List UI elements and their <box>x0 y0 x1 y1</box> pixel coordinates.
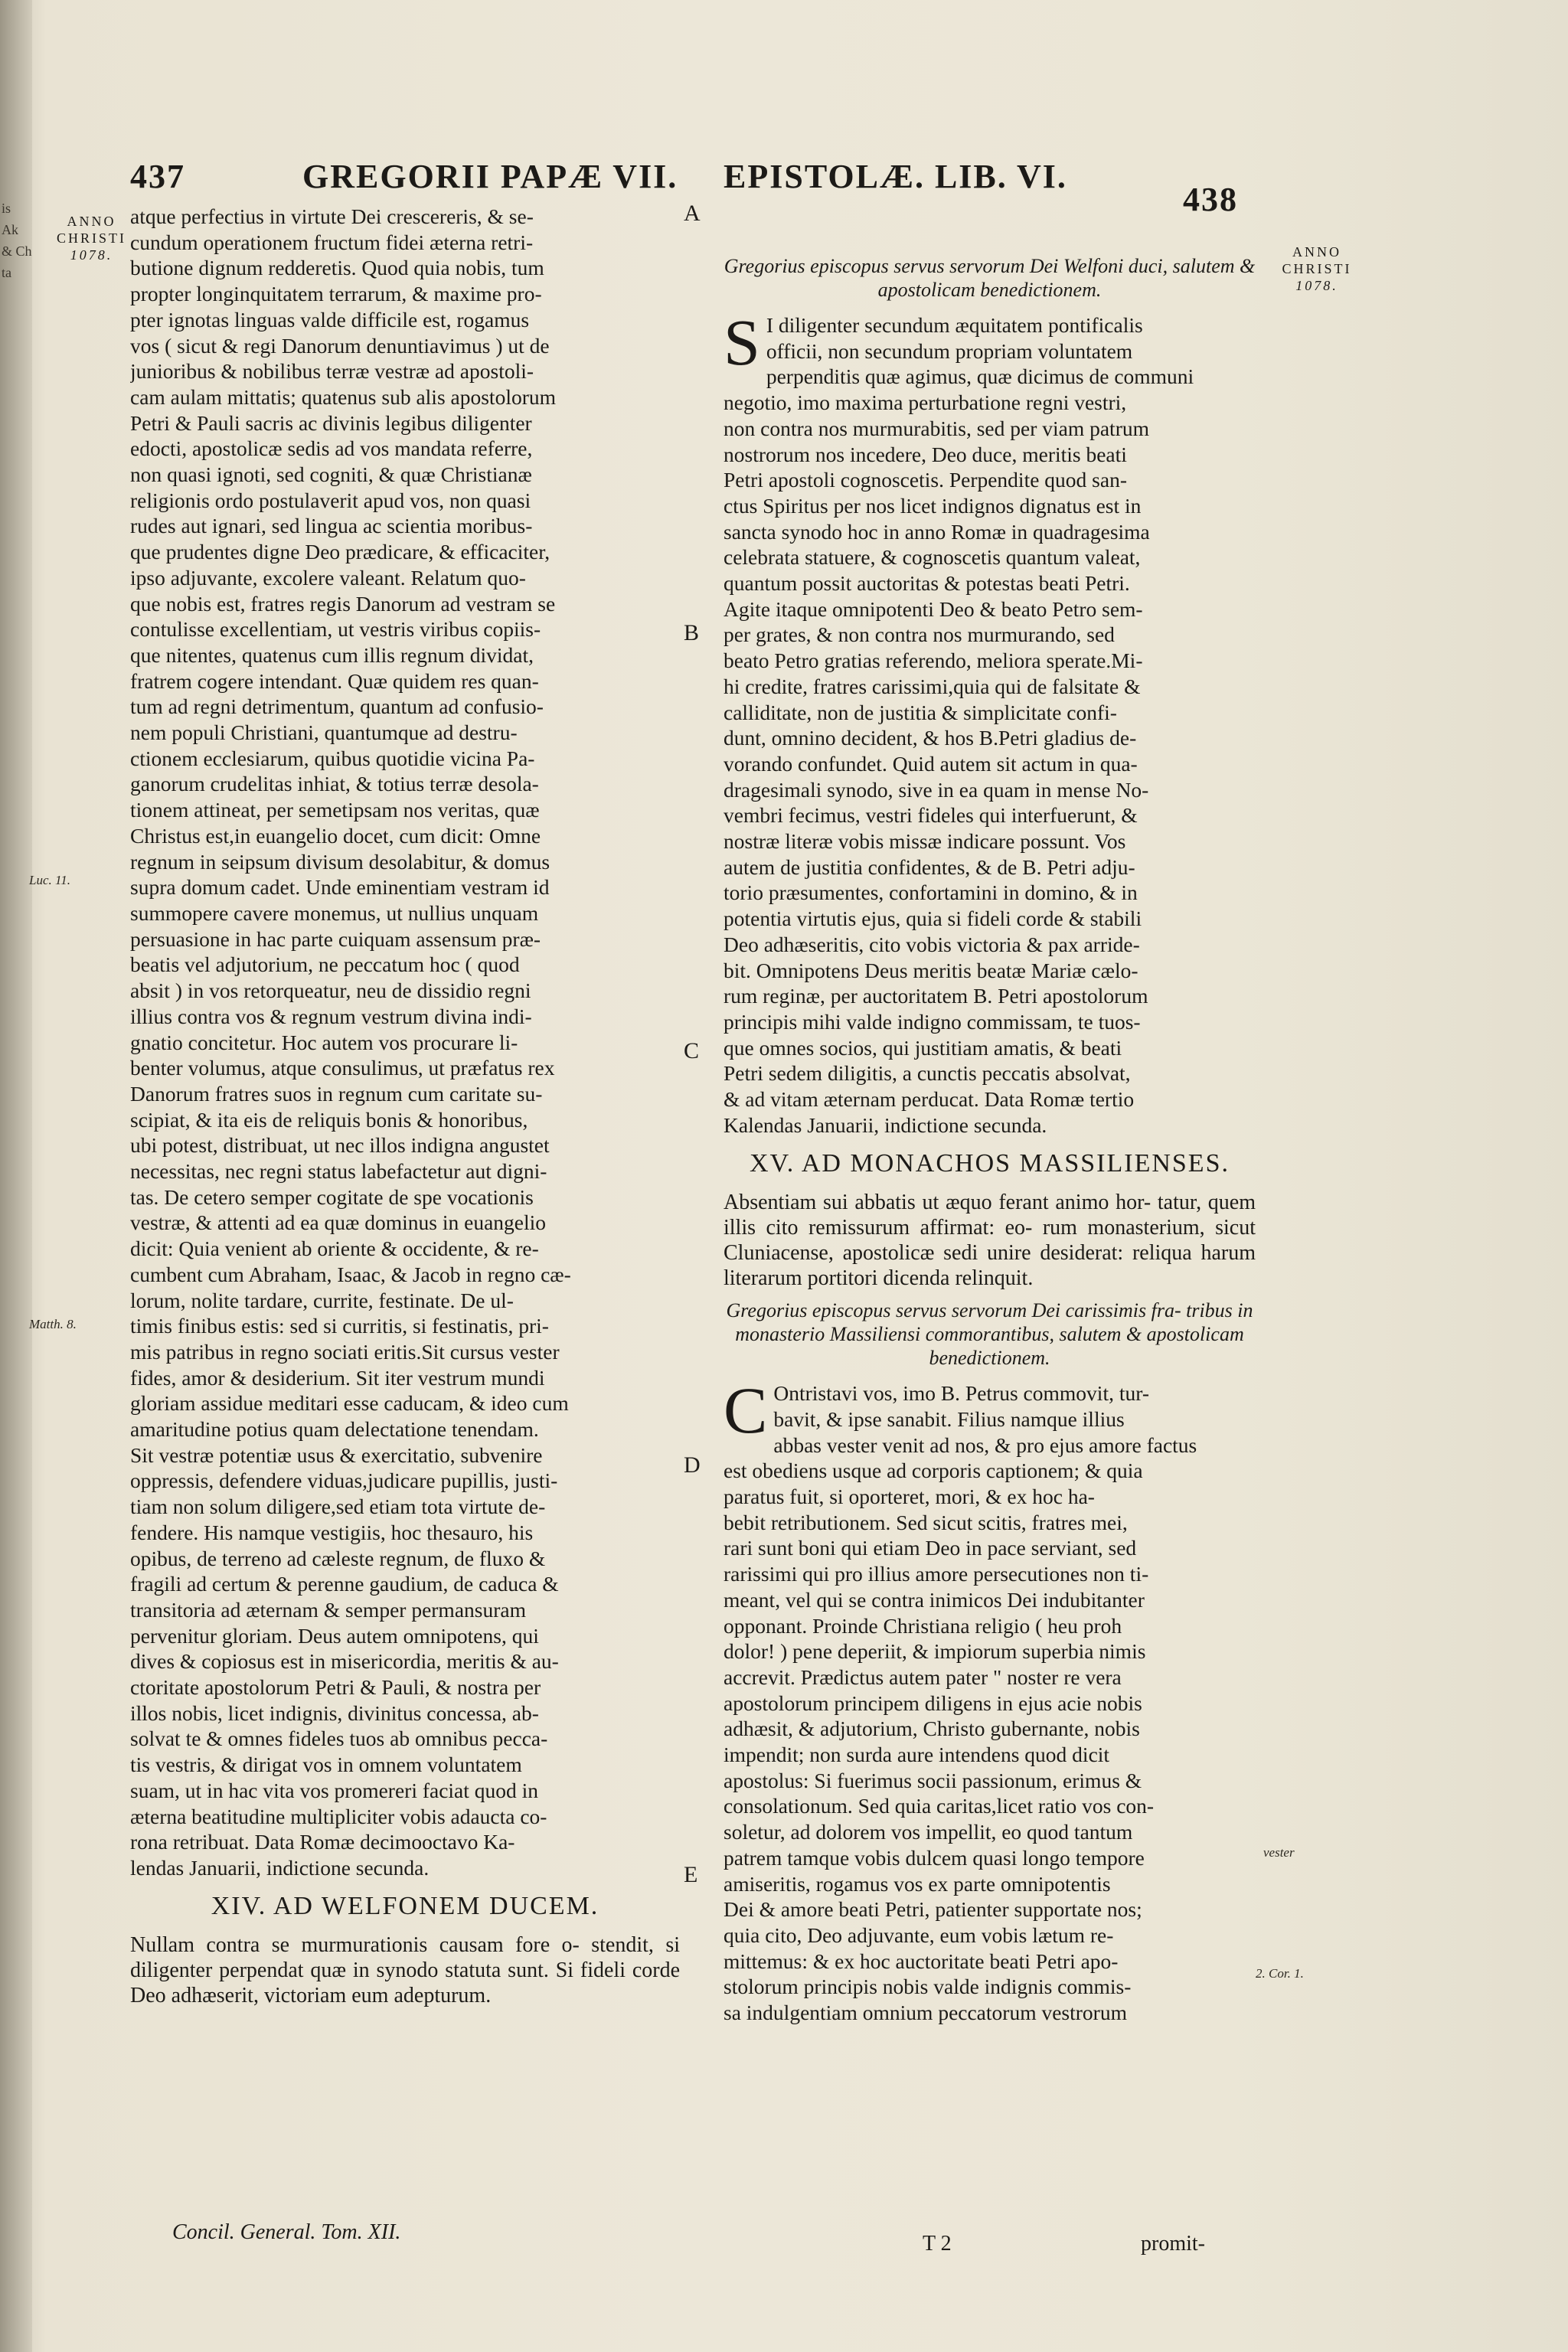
christi-label: CHRISTI <box>56 230 126 246</box>
letter-address-massilia: Gregorius episcopus servus servorum Dei carissimis fra- tribus in monasterio Massiliensi commorantibus, salutem & apostolicam benedictionem. <box>726 1299 1253 1370</box>
text-line: illius contra vos & regnum vestrum divina indi- <box>130 1004 532 1028</box>
text-line: Dei & amore beati Petri, patienter supportate nos; <box>724 1897 1142 1922</box>
letter-title-xv: XV. AD MONACHOS MASSILIENSES. <box>750 1148 1230 1178</box>
text-line: mis patribus in regno sociati eritis.Sit cursus vester <box>130 1339 560 1364</box>
drop-cap: C <box>724 1374 768 1448</box>
text-line: abbas vester venit ad nos, & pro ejus amore factus <box>773 1432 1197 1457</box>
section-letter-c: C <box>684 1038 700 1063</box>
text-line: apostolorum principem diligens in ejus acie nobis <box>724 1690 1142 1715</box>
text-line: oppressis, defendere viduas,judicare pupillis, justi- <box>130 1468 558 1493</box>
catchword: promit- <box>1141 2232 1205 2256</box>
text-line: ipso adjuvante, excolere valeant. Relatum quo- <box>130 565 526 590</box>
text-line: non contra nos murmurabitis, sed per viam patrum <box>724 416 1149 440</box>
text-line: officii, non secundum propriam voluntatem <box>766 338 1133 363</box>
text-line: tum ad regni detrimentum, quantum ad confusio- <box>130 694 544 719</box>
text-line: perpenditis quæ agimus, quæ dicimus de communi <box>766 364 1194 389</box>
text-line: propter longinquitatem terrarum, & maxime pro- <box>130 282 542 306</box>
text-line: & ad vitam æternam perducat. Data Romæ tertio <box>724 1087 1135 1112</box>
footer-concil: Concil. General. Tom. XII. <box>172 2220 401 2244</box>
text-line: que nitentes, quatenus cum illis regnum dividat, <box>130 642 534 667</box>
letter-summary-xiv: Nullam contra se murmurationis causam fore o- stendit, si diligenter perpendat quæ in synodo statuta sunt. Si fideli corde Deo adhæserit, victoriam eum adepturum. <box>130 1933 680 2008</box>
text-line: pter ignotas linguas valde difficile est, rogamus <box>130 307 530 332</box>
text-line: calliditate, non de justitia & simplicitate confi- <box>724 700 1117 724</box>
text-line: non quasi ignoti, sed cogniti, & quæ Christianæ <box>130 462 532 487</box>
letter-body-welfo <box>724 305 1256 1138</box>
year-label: 1078. <box>1295 278 1338 293</box>
text-line: torio præsumentes, confortamini in domino, & in <box>724 880 1138 905</box>
text-line: bit. Omnipotens Deus meritis beatæ Mariæ cælo- <box>724 958 1138 982</box>
text-line: autem de justitia confidentes, & de B. Petri adju- <box>724 854 1135 879</box>
text-line: rona retribuat. Data Romæ decimooctavo Ka- <box>130 1830 515 1854</box>
text-line: impendit; non surda aure intendens quod dicit <box>724 1743 1110 1767</box>
text-line: nem populi Christiani, quantumque ad destru- <box>130 720 518 745</box>
section-letter-b: B <box>684 620 700 645</box>
text-line: tionem attineat, per semetipsam nos veritas, quæ <box>130 798 540 822</box>
text-line: celebrata statuere, & cognoscetis quantum valeat, <box>724 545 1141 570</box>
text-line: tas. De cetero semper cogitate de spe vocationis <box>130 1184 534 1209</box>
text-line: potentia virtutis ejus, quia si fideli corde & stabili <box>724 906 1142 931</box>
signature-mark: T 2 <box>923 2232 952 2256</box>
text-line: suam, ut in hac vita vos promereri faciat quod in <box>130 1778 539 1802</box>
text-line: persuasione in hac parte cuiquam assensum præ- <box>130 926 541 951</box>
anno-christi-right <box>1259 243 1374 294</box>
christi-label: CHRISTI <box>1282 261 1352 276</box>
text-line: dragesimali synodo, sive in ea quam in mense No- <box>724 777 1149 802</box>
margin-ref-luc: Luc. 11. <box>29 873 70 887</box>
text-line: timis finibus estis: sed si curritis, si festinatis, pri- <box>130 1314 549 1338</box>
text-line: edocti, apostolicæ sedis ad vos mandata referre, <box>130 436 533 461</box>
text-line: gloriam assidue meditari esse caducam, & ideo cum <box>130 1391 569 1416</box>
right-page-number: 438 <box>1183 181 1238 218</box>
text-line: ganorum crudelitas inhiat, & totius terræ desola- <box>130 772 539 796</box>
text-line: fendere. His namque vestigiis, hoc thesauro, his <box>130 1520 534 1544</box>
text-line: meant, vel qui se contra inimicos Dei indubitanter <box>724 1587 1145 1612</box>
text-line: vorando confundet. Quid autem sit actum in qua- <box>724 751 1138 776</box>
section-letter-e: E <box>684 1862 698 1887</box>
gutter-fragment: Ak <box>2 222 18 237</box>
text-line: sa indulgentiam omnium peccatorum vestrorum <box>724 2001 1127 2025</box>
text-line: lendas Januarii, indictione secunda. <box>130 1856 430 1880</box>
text-line: apostolus: Si fuerimus socii passionum, erimus & <box>724 1768 1142 1792</box>
text-line: rudes aut ignari, sed lingua ac scientia moribus- <box>130 514 533 538</box>
text-line: junioribus & nobilibus terræ vestræ ad apostoli- <box>130 359 534 384</box>
text-line: vembri fecimus, vestri fideles qui interfuerunt, & <box>724 803 1138 828</box>
text-line: amiseritis, rogamus vos ex parte omnipotentis <box>724 1871 1111 1896</box>
text-line: dicit: Quia venient ab oriente & occidente, & re- <box>130 1236 539 1261</box>
text-line: absit ) in vos retorqueatur, neu de dissidio regni <box>130 978 531 1003</box>
section-letter-a: A <box>684 201 701 226</box>
left-column <box>130 204 680 2014</box>
gutter-fragment: is <box>2 201 11 216</box>
letter-body-massilia <box>724 1374 1256 2026</box>
text-line: Sit vestræ potentiæ usus & exercitatio, subvenire <box>130 1442 543 1467</box>
text-line: solvat te & omnes fideles tuos ab omnibus pecca- <box>130 1726 548 1751</box>
text-line: est obediens usque ad corporis captionem; & quia <box>724 1459 1143 1483</box>
text-line: consolationum. Sed quia caritas,licet ratio vos con- <box>724 1794 1155 1818</box>
binding-gutter <box>0 0 32 2352</box>
text-line: Deo adhæseritis, cito vobis victoria & pax arride- <box>724 932 1140 956</box>
text-line: accrevit. Prædictus autem pater " noster re vera <box>724 1664 1122 1689</box>
section-letter-d: D <box>684 1452 701 1478</box>
text-line: tis vestris, & dirigat vos in omnem voluntatem <box>130 1753 522 1777</box>
text-line: Danorum fratres suos in regnum cum caritate su- <box>130 1081 543 1106</box>
text-line: principis mihi valde indigno commissam, te tuos- <box>724 1009 1141 1034</box>
right-column <box>724 247 1256 2026</box>
text-line: hi credite, fratres carissimi,quia qui de falsitate & <box>724 674 1141 698</box>
text-line: Kalendas Januarii, indictione secunda. <box>724 1112 1047 1137</box>
text-line: vestræ, & attenti ad ea quæ dominus in euangelio <box>130 1210 547 1235</box>
text-line: lorum, nolite tardare, currite, festinate. De ul- <box>130 1288 514 1312</box>
text-line: tiam non solum diligere,sed etiam tota virtute de- <box>130 1494 546 1519</box>
text-line: mittemus: & ex hoc auctoritate beati Petri apo- <box>724 1949 1119 1973</box>
text-line: que prudentes digne Deo prædicare, & efficaciter, <box>130 540 550 564</box>
text-line: nostræ literæ vobis missæ indicare possunt. Vos <box>724 829 1126 854</box>
text-line: æterna beatitudine multipliciter vobis adaucta co- <box>130 1804 547 1828</box>
text-line: supra domum cadet. Unde eminentiam vestram id <box>130 875 550 900</box>
text-line: que omnes socios, qui justitiam amatis, & beati <box>724 1035 1122 1060</box>
text-line: ctoritate apostolorum Petri & Pauli, & nostra per <box>130 1675 541 1700</box>
text-line: nostrorum nos incedere, Deo duce, meritis beati <box>724 442 1127 466</box>
text-line: cam aulam mittatis; quatenus sub alis apostolorum <box>130 384 557 409</box>
text-line: beatis vel adjutorium, ne peccatum hoc ( quod <box>130 952 520 977</box>
left-page-number: 437 <box>130 158 185 195</box>
text-line: Petri & Pauli sacris ac divinis legibus diligenter <box>130 410 532 435</box>
text-line: I diligenter secundum æquitatem pontificalis <box>766 313 1143 337</box>
letter-title-xiv: XIV. AD WELFONEM DUCEM. <box>211 1891 599 1920</box>
text-line: summopere cavere monemus, ut nullius unquam <box>130 900 539 925</box>
text-line: Christus est,in euangelio docet, cum dicit: Omne <box>130 823 541 848</box>
text-line: Petri sedem diligitis, a cunctis peccatis absolvat, <box>724 1061 1131 1086</box>
text-line: opponant. Proinde Christiana religio ( heu proh <box>724 1613 1122 1638</box>
text-line: dunt, omnino decident, & hos B.Petri gladius de- <box>724 726 1137 750</box>
text-line: rum reginæ, per auctoritatem B. Petri apostolorum <box>724 984 1148 1008</box>
text-line: Ontristavi vos, imo B. Petrus commovit, tur- <box>773 1381 1149 1406</box>
text-line: bebit retributionem. Sed sicut scitis, fratres mei, <box>724 1510 1128 1534</box>
text-line: adhæsit, & adjutorium, Christo gubernante, nobis <box>724 1717 1140 1741</box>
text-line: benter volumus, atque consulimus, ut præfatus rex <box>130 1056 555 1080</box>
left-body-text <box>130 204 680 1881</box>
text-line: cumbent cum Abraham, Isaac, & Jacob in regno cæ- <box>130 1262 571 1286</box>
margin-ref-matth: Matth. 8. <box>29 1317 77 1331</box>
text-line: quantum possit auctoritas & potestas beati Petri. <box>724 571 1130 596</box>
text-line: que nobis est, fratres regis Danorum ad vestram se <box>130 591 556 616</box>
text-line: opibus, de terreno ad cæleste regnum, de fluxo & <box>130 1546 546 1570</box>
text-line: religionis ordo postulaverit apud vos, non quasi <box>130 488 531 512</box>
text-line: transitoria ad æternam & semper permansuram <box>130 1597 526 1622</box>
text-line: patrem tamque vobis dulcem quasi longo tempore <box>724 1845 1145 1870</box>
letter-address-welfo: Gregorius episcopus servus servorum Dei Welfoni duci, salutem & apostolicam benedictionem. <box>724 255 1256 301</box>
text-line: sancta synodo hoc in anno Romæ in quadragesima <box>724 519 1150 544</box>
text-line: fragili ad certum & perenne gaudium, de caduca & <box>130 1572 559 1596</box>
text-line: dives & copiosus est in misericordia, meritis & au- <box>130 1649 559 1674</box>
text-line: ubi potest, distribuat, ut nec illos indigna angustet <box>130 1133 550 1158</box>
text-line: stolorum principis nobis valde indignis commis- <box>724 1975 1132 1999</box>
text-line: rari sunt boni qui etiam Deo in pace serviant, sed <box>724 1536 1137 1560</box>
drop-cap: S <box>724 305 760 379</box>
text-line: soletur, ad dolorem vos impellit, eo quod tantum <box>724 1820 1133 1844</box>
text-line: contulisse excellentiam, ut vestris viribus copiis- <box>130 617 541 642</box>
margin-ref-vester: vester <box>1263 1845 1295 1860</box>
text-line: ctus Spiritus per nos licet indignos dignatus est in <box>724 493 1142 518</box>
text-line: cundum operationem fructum fidei æterna retri- <box>130 230 534 254</box>
text-line: pervenitur gloriam. Deus autem omnipotens, qui <box>130 1623 539 1648</box>
text-line: atque perfectius in virtute Dei crescereris, & se- <box>130 204 534 228</box>
anno-label: ANNO <box>67 214 116 229</box>
text-line: Petri apostoli cognoscetis. Perpendite quod san- <box>724 468 1127 492</box>
text-line: beato Petro gratias referendo, meliora sperate.Mi- <box>724 648 1143 673</box>
gutter-fragment: & Ch <box>2 243 32 259</box>
letter-summary-xv: Absentiam sui abbatis ut æquo ferant animo hor- tatur, quem illis cito remissurum affirmat: eo- rum monasterium, sicut Cluniacense, apostolicæ sedi unire desiderat: reliqua harum literarum portitori dicenda relinquit. <box>724 1191 1256 1291</box>
anno-label: ANNO <box>1292 244 1341 260</box>
text-line: quia cito, Deo adjuvante, eum vobis lætum re- <box>724 1922 1114 1947</box>
year-label: 1078. <box>70 247 113 263</box>
text-line: per grates, & non contra nos murmurando, sed <box>724 622 1115 647</box>
text-line: fides, amor & desiderium. Sit iter vestrum mundi <box>130 1365 545 1390</box>
header-title-right: EPISTOLÆ. LIB. VI. <box>724 158 1067 195</box>
header-title-left: GREGORII PAPÆ VII. <box>302 158 678 195</box>
text-line: bavit, & ipse sanabit. Filius namque illius <box>773 1406 1125 1431</box>
text-line: butione dignum redderetis. Quod quia nobis, tum <box>130 256 544 280</box>
margin-ref-cor: 2. Cor. 1. <box>1256 1966 1304 1981</box>
text-line: negotio, imo maxima perturbatione regni vestri, <box>724 390 1127 415</box>
text-line: Agite itaque omnipotenti Deo & beato Petro sem- <box>724 596 1143 621</box>
text-line: vos ( sicut & regi Danorum denuntiavimus ) ut de <box>130 333 550 358</box>
text-line: ctionem ecclesiarum, quibus quotidie vicina Pa- <box>130 746 535 770</box>
text-line: gnatio concitetur. Hoc autem vos procurare li- <box>130 1030 518 1054</box>
text-line: paratus fuit, si oporteret, mori, & ex hoc ha- <box>724 1485 1095 1509</box>
text-line: necessitas, nec regni status labefactetur aut digni- <box>130 1159 547 1184</box>
text-line: amaritudine potius quam delectatione tenendam. <box>130 1417 539 1442</box>
text-line: regnum in seipsum divisum desolabitur, & domus <box>130 849 550 874</box>
text-line: rarissimi qui pro illius amore persecutiones non ti- <box>724 1562 1149 1586</box>
text-line: dolor! ) pene deperiit, & impiorum superbia nimis <box>724 1639 1146 1664</box>
gutter-fragment: ta <box>2 265 11 280</box>
text-line: illos nobis, licet indignis, divinitus concessa, ab- <box>130 1700 539 1725</box>
text-line: fratrem cogere intendant. Quæ quidem res quan- <box>130 668 539 693</box>
text-line: scipiat, & ita eis de reliquis bonis & honoribus, <box>130 1107 528 1132</box>
anno-christi-left <box>47 213 136 263</box>
